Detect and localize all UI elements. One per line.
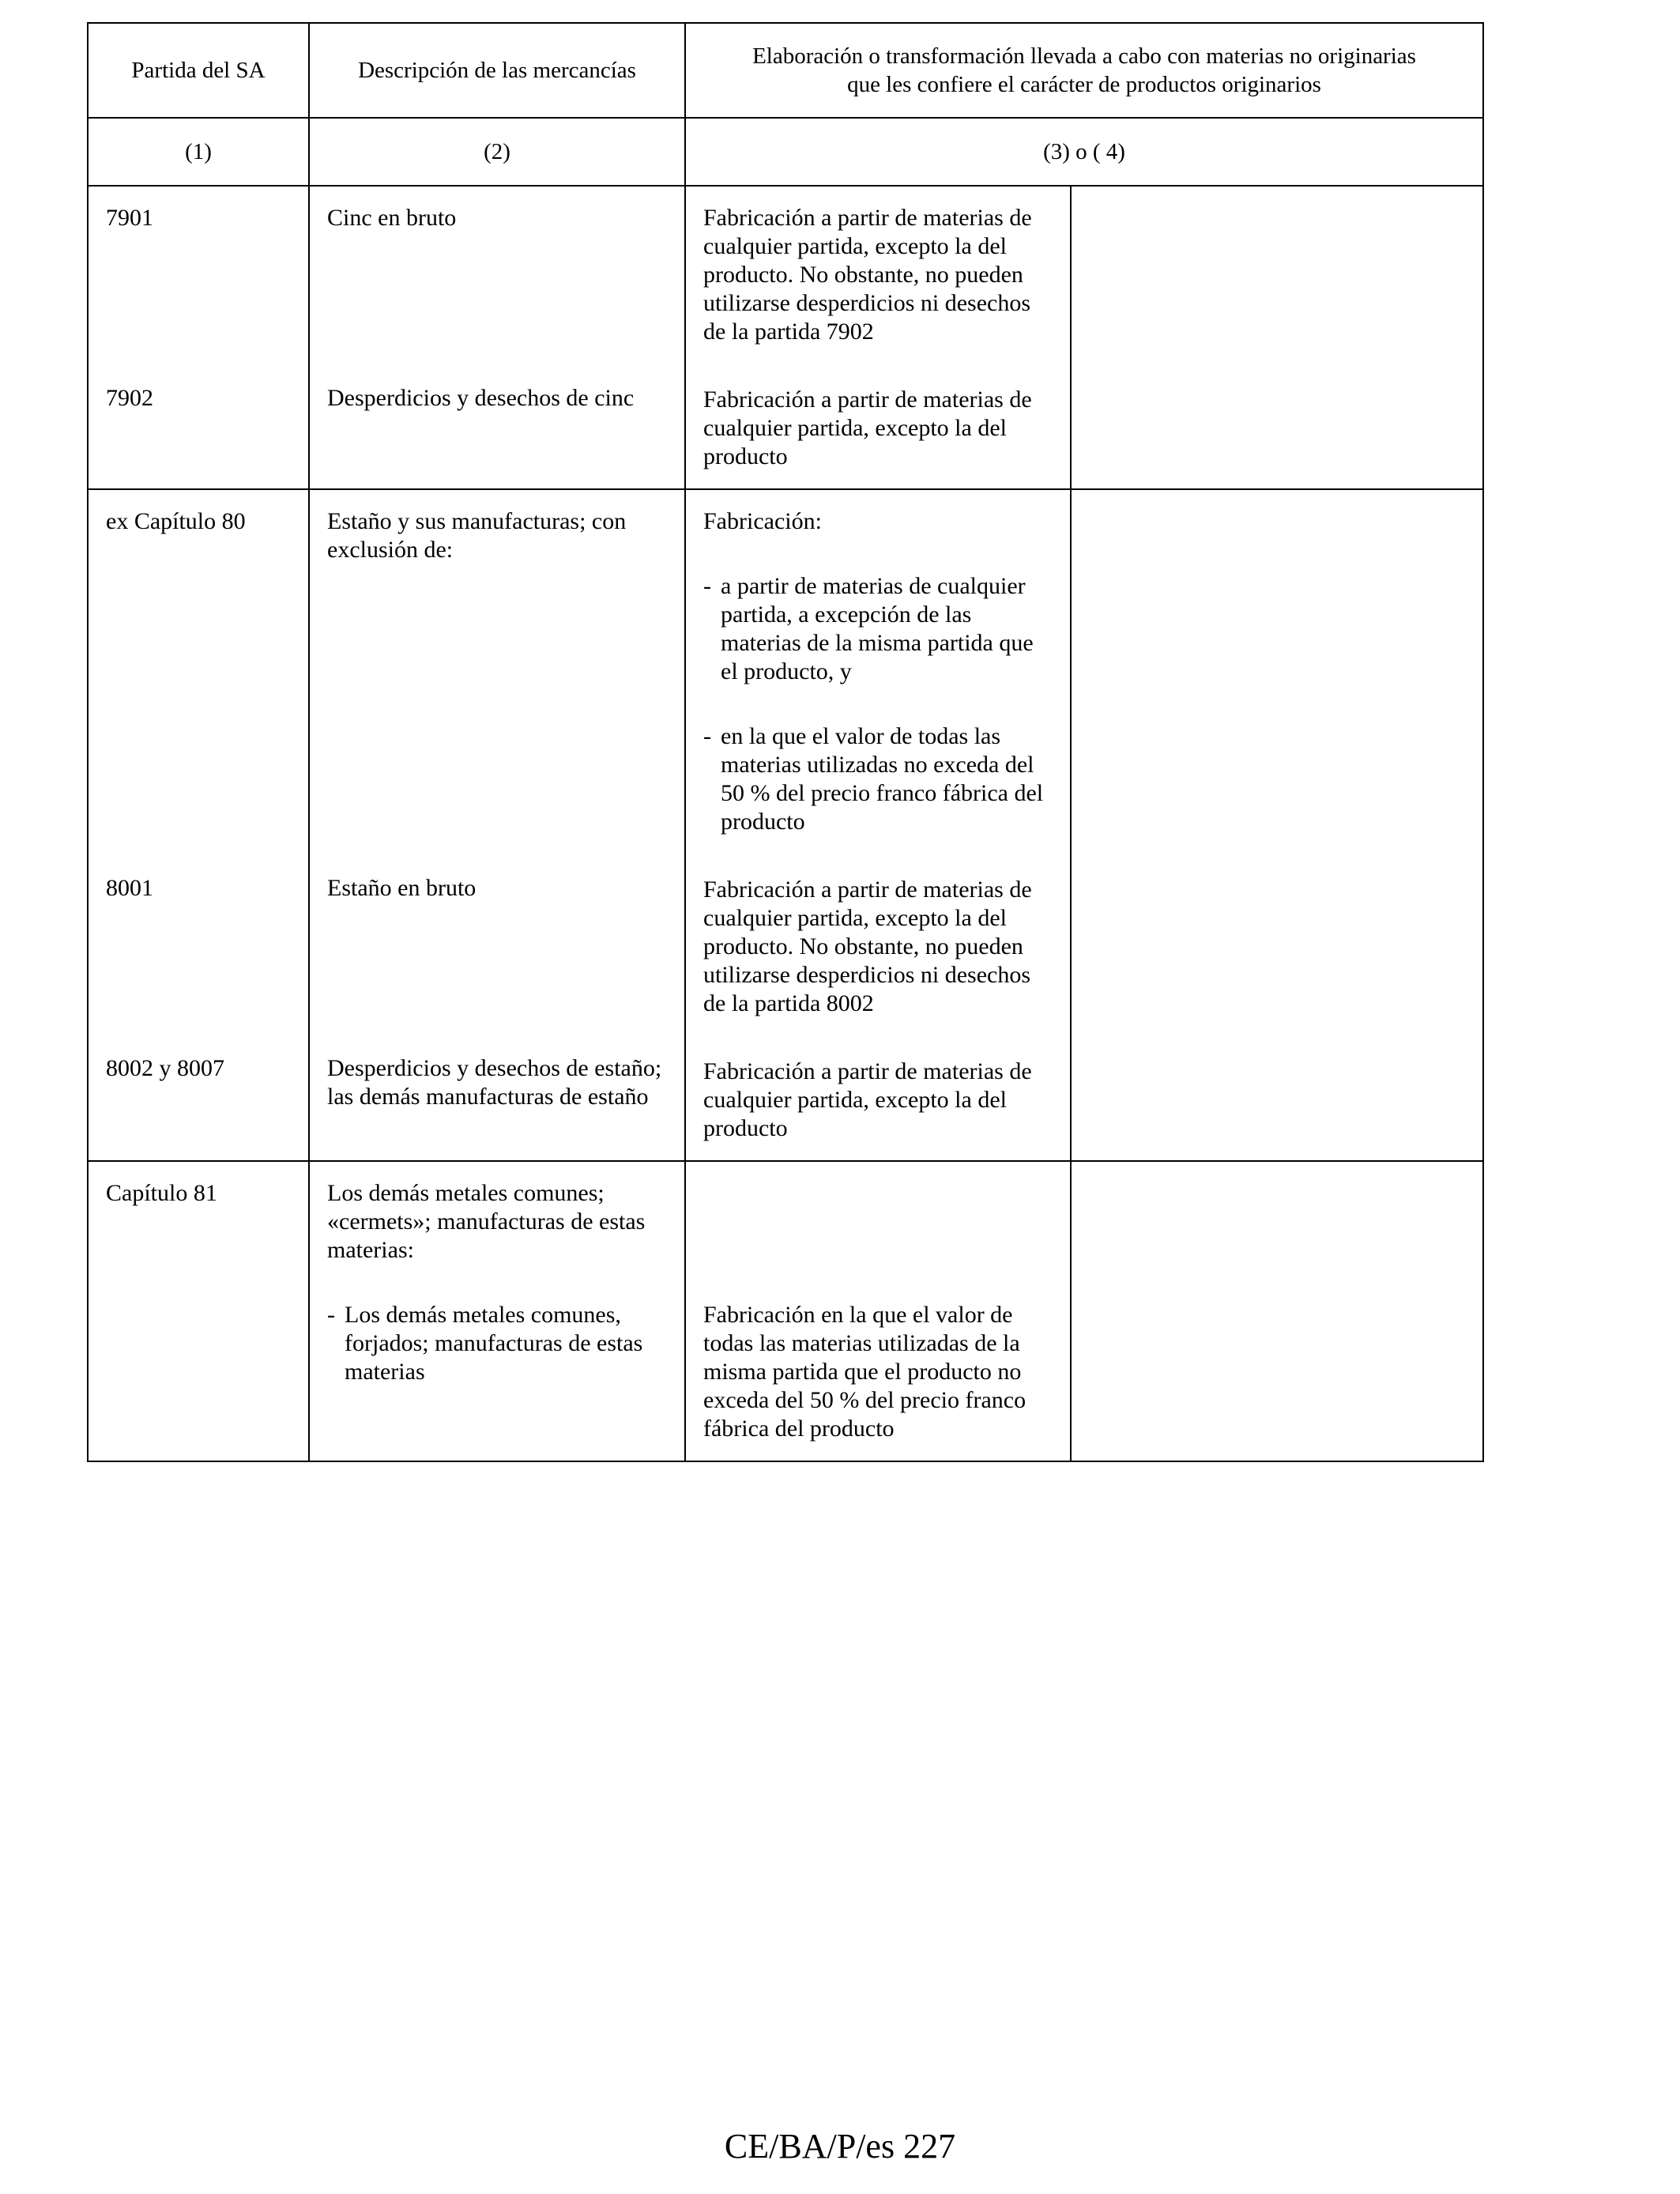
rule-bullet-text: en la que el valor de todas las materias utilizadas no exceda del 50 % del precio franco fábrica del producto <box>721 723 1044 835</box>
code-8001: 8001 <box>106 875 153 901</box>
column-number-3-4 <box>685 118 1483 186</box>
rule-cell <box>685 186 1071 489</box>
page-reference-footer: CE/BA/P/es 227 <box>724 2127 956 2166</box>
header-elaboracion <box>685 23 1483 118</box>
rule-8002-8007: Fabricación a partir de materias de cualquier partida, excepto la del producto <box>703 1058 1032 1141</box>
rule-8001: Fabricación a partir de materias de cualquier partida, excepto la del producto. No obstante, no pueden utilizarse desperdicios ni desechos de la partida 8002 <box>703 876 1032 1016</box>
code-7901: 7901 <box>106 205 153 231</box>
header-elaboracion-line2: que les confiere el carácter de productos originarios <box>847 72 1321 97</box>
column-number-row <box>88 118 1483 186</box>
header-partida-label: Partida del SA <box>131 58 266 83</box>
rule-cell <box>685 489 1071 1161</box>
rule-ex-capitulo-80-intro: Fabricación: <box>703 508 822 534</box>
empty-column-4-cell <box>1071 186 1483 489</box>
table-row-group-zinc <box>88 186 1483 489</box>
code-cell <box>88 186 309 489</box>
code-cell <box>88 1161 309 1461</box>
description-ex-capitulo-80: Estaño y sus manufacturas; con exclusión de: <box>327 508 627 563</box>
column-number-1-label: (1) <box>185 139 212 164</box>
description-ex-capitulo-80-block <box>327 507 669 874</box>
description-7901: Cinc en bruto <box>327 205 457 231</box>
rule-sub-capitulo-81: Fabricación en la que el valor de todas las materias utilizadas de la misma partida que el producto no exceda del 50 % del precio franco fábrica del producto <box>703 1302 1026 1442</box>
code-7902: 7902 <box>106 385 153 411</box>
description-8002-8007: Desperdicios y desechos de estaño; las demás manufacturas de estaño <box>327 1055 662 1110</box>
rule-bullet-item <box>703 572 1054 686</box>
rule-bullet-text: a partir de materias de cualquier partida, a excepción de las materias de la misma partida que el producto, y <box>721 573 1034 684</box>
code-ex-capitulo-80: ex Capítulo 80 <box>106 508 246 534</box>
description-cell <box>309 489 685 1161</box>
header-partida <box>88 23 309 118</box>
bullet-dash: - <box>327 1302 335 1328</box>
table-row-group-chapter-81 <box>88 1161 1483 1461</box>
column-number-2 <box>309 118 685 186</box>
code-cell <box>88 489 309 1161</box>
bullet-dash: - <box>703 573 711 599</box>
description-cell <box>309 186 685 489</box>
description-capitulo-81: Los demás metales comunes; «cermets»; manufacturas de estas materias: <box>327 1180 646 1263</box>
description-8001: Estaño en bruto <box>327 875 477 901</box>
description-sub-capitulo-81: Los demás metales comunes, forjados; manufacturas de estas materias <box>345 1302 643 1385</box>
table-header-row <box>88 23 1483 118</box>
code-8002-8007: 8002 y 8007 <box>106 1055 224 1081</box>
description-7902: Desperdicios y desechos de cinc <box>327 385 635 411</box>
empty-column-4-cell <box>1071 1161 1483 1461</box>
column-number-3-4-label: (3) o ( 4) <box>1043 139 1125 164</box>
empty-column-4-cell <box>1071 489 1483 1161</box>
table-row-group-tin <box>88 489 1483 1161</box>
bullet-dash: - <box>703 723 711 749</box>
code-capitulo-81: Capítulo 81 <box>106 1180 217 1206</box>
rule-bullet-item <box>703 722 1054 836</box>
column-number-2-label: (2) <box>484 139 510 164</box>
column-number-1 <box>88 118 309 186</box>
header-descripcion <box>309 23 685 118</box>
rule-cell <box>685 1161 1071 1461</box>
rule-7901: Fabricación a partir de materias de cualquier partida, excepto la del producto. No obstante, no pueden utilizarse desperdicios ni desechos de la partida 7902 <box>703 205 1032 345</box>
header-elaboracion-line1: Elaboración o transformación llevada a cabo con materias no originarias <box>752 43 1416 69</box>
description-cell <box>309 1161 685 1461</box>
description-8001-block <box>327 874 669 1054</box>
rules-of-origin-table <box>87 22 1484 1462</box>
rule-7902: Fabricación a partir de materias de cualquier partida, excepto la del producto <box>703 386 1032 469</box>
header-descripcion-label: Descripción de las mercancías <box>358 58 636 83</box>
description-bullet-item <box>327 1301 669 1386</box>
